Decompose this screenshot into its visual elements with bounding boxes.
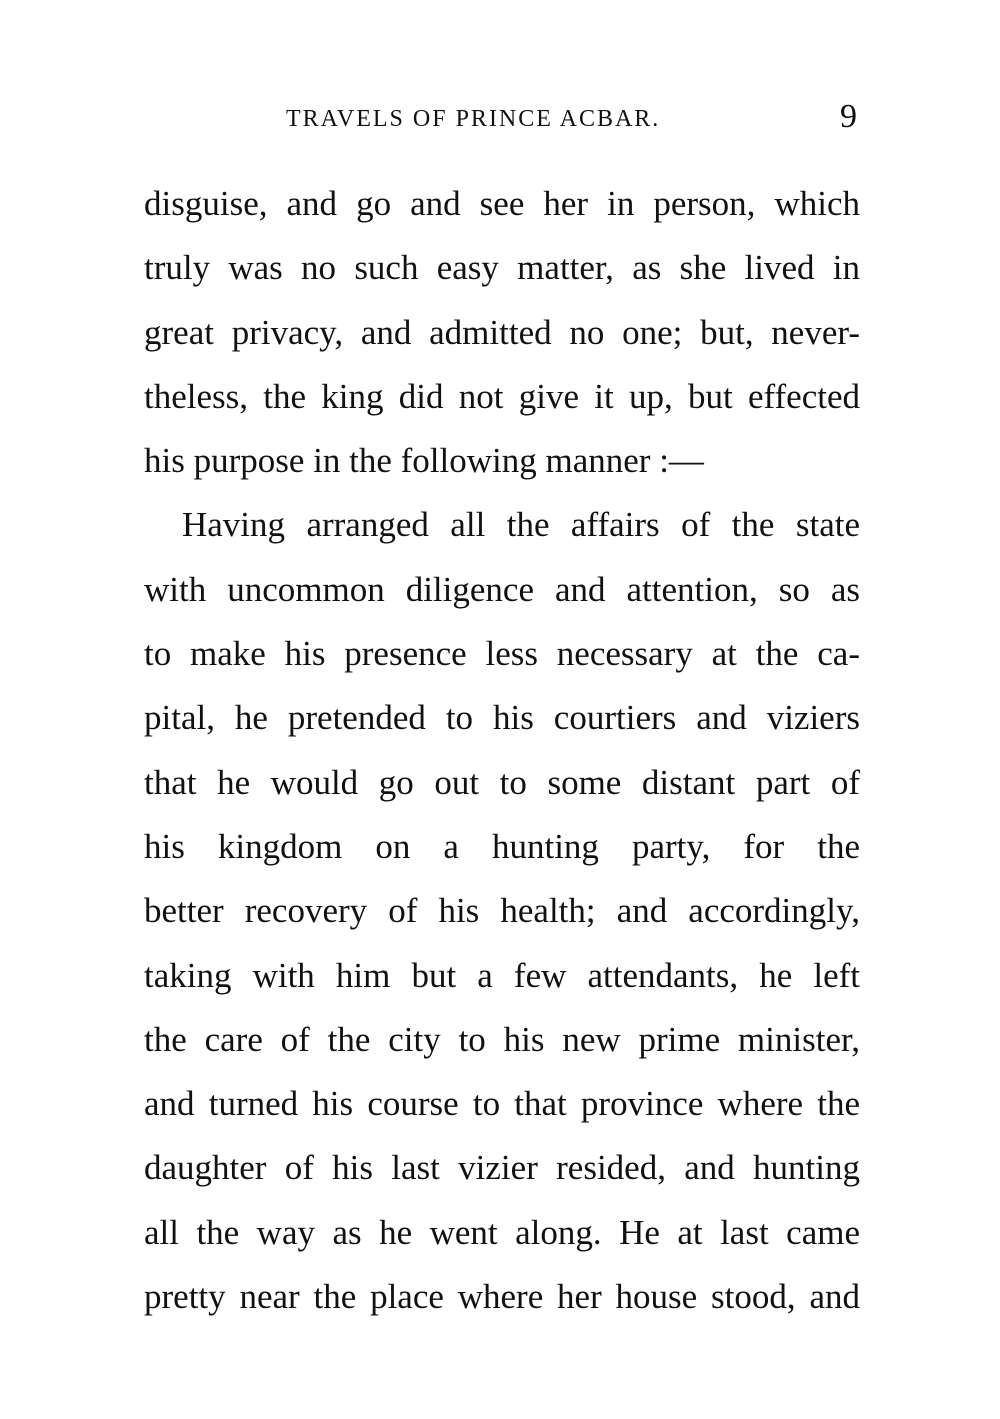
text-line: pretty near the place where her house stood, and (144, 1277, 860, 1317)
text-line: disguise, and go and see her in person, which (144, 184, 860, 223)
paragraph-start-line: Having arranged all the affairs of the state (182, 505, 860, 545)
text-line: pital, he pretended to his courtiers and viziers (144, 698, 860, 738)
text-line: his purpose in the following manner :— (144, 441, 704, 481)
text-line: and turned his course to that province where the (144, 1084, 860, 1124)
text-line: the care of the city to his new prime minister, (144, 1019, 860, 1059)
text-line: with uncommon diligence and attention, so as (144, 569, 860, 609)
text-line: better recovery of his health; and accordingly, (144, 891, 860, 931)
text-line: all the way as he went along. He at last came (144, 1212, 860, 1252)
page-number: 9 (840, 98, 857, 135)
text-line: great privacy, and admitted no one; but, never- (144, 312, 860, 352)
text-line: taking with him but a few attendants, he left (144, 955, 860, 995)
running-title: TRAVELS OF PRINCE ACBAR. (286, 106, 661, 132)
text-line: theless, the king did not give it up, but effected (144, 376, 860, 416)
text-line: that he would go out to some distant part of (144, 762, 860, 802)
text-line: truly was no such easy matter, as she lived in (144, 248, 860, 288)
text-line: daughter of his last vizier resided, and hunting (144, 1148, 860, 1188)
text-line: his kingdom on a hunting party, for the (144, 826, 860, 866)
body-text (144, 172, 860, 1329)
text-line: to make his presence less necessary at the ca- (144, 634, 860, 674)
